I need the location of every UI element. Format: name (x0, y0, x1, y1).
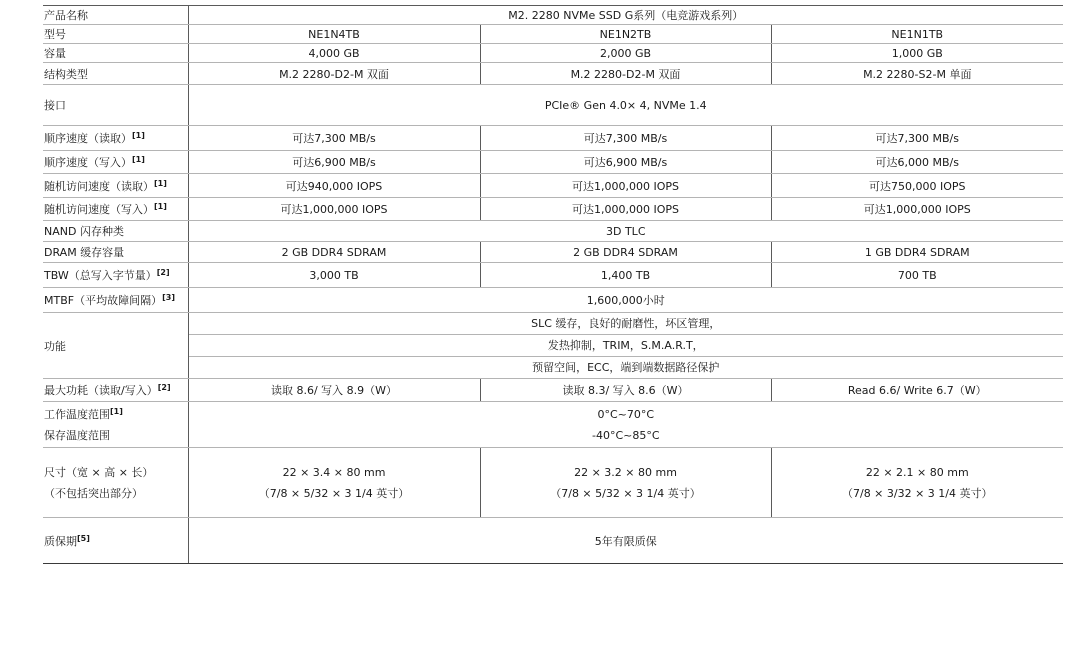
footnote-ref: [1] (132, 131, 145, 140)
label-seq-write: 顺序速度（写入）[1] (43, 151, 188, 174)
features-line-3: 预留空间，ECC，端到端数据路径保护 (189, 356, 1064, 378)
value-nand: 3D TLC (188, 221, 1063, 242)
label-form-factor: 结构类型 (43, 63, 188, 85)
footnote-ref: [2] (156, 268, 170, 277)
label-nand: NAND 闪存种类 (43, 221, 188, 242)
label-product-name: 产品名称 (43, 6, 188, 25)
footnote-ref: [1] (132, 155, 145, 164)
label-dimensions-line2: （不包括突出部分） (44, 486, 143, 500)
label-temperature (43, 402, 188, 448)
label-storage-temp: 保存温度范围 (44, 428, 110, 442)
row-features (43, 313, 1063, 379)
value-storage-temp: -40°C~85°C (591, 428, 660, 442)
power-1tb: Read 6.6/ Write 6.7（W） (771, 379, 1063, 402)
model-2tb: NE1N2TB (480, 25, 771, 44)
model-1tb: NE1N1TB (771, 25, 1063, 44)
dimensions-4tb (188, 448, 480, 518)
seq-write-1tb: 可达6,000 MB/s (771, 151, 1063, 174)
label-tbw: TBW（总写入字节量）[2] (43, 263, 188, 288)
row-rand-read (43, 174, 1063, 198)
row-tbw (43, 263, 1063, 288)
rand-write-2tb: 可达1,000,000 IOPS (480, 198, 771, 221)
seq-read-2tb: 可达7,300 MB/s (480, 126, 771, 151)
rand-write-4tb: 可达1,000,000 IOPS (188, 198, 480, 221)
spec-table (43, 5, 1063, 564)
dimensions-2tb-mm: 22 × 3.2 × 80 mm (574, 465, 677, 479)
footnote-ref: [1] (154, 202, 167, 211)
rand-read-2tb: 可达1,000,000 IOPS (480, 174, 771, 198)
row-seq-write (43, 151, 1063, 174)
model-4tb: NE1N4TB (188, 25, 480, 44)
row-warranty (43, 518, 1063, 564)
tbw-1tb: 700 TB (771, 263, 1063, 288)
form-factor-2tb: M.2 2280-D2-M 双面 (480, 63, 771, 85)
dimensions-1tb (771, 448, 1063, 518)
label-seq-read: 顺序速度（读取）[1] (43, 126, 188, 151)
label-warranty: 质保期[5] (43, 518, 188, 564)
footnote-ref: [1] (110, 406, 123, 416)
row-dram (43, 242, 1063, 263)
value-warranty: 5年有限质保 (188, 518, 1063, 564)
value-features (188, 313, 1063, 379)
features-line-2: 发热抑制，TRIM，S.M.A.R.T， (189, 334, 1064, 356)
rand-read-4tb: 可达940,000 IOPS (188, 174, 480, 198)
dimensions-1tb-mm: 22 × 2.1 × 80 mm (865, 465, 969, 479)
label-features: 功能 (43, 313, 188, 379)
seq-write-4tb: 可达6,900 MB/s (188, 151, 480, 174)
value-product-name: M2. 2280 NVMe SSD G系列（电竞游戏系列） (188, 6, 1063, 25)
row-capacity (43, 44, 1063, 63)
dimensions-4tb-inch: （7/8 × 5/32 × 3 1/4 英寸） (258, 486, 410, 500)
seq-write-2tb: 可达6,900 MB/s (480, 151, 771, 174)
seq-read-1tb: 可达7,300 MB/s (771, 126, 1063, 151)
value-interface: PCIe® Gen 4.0× 4, NVMe 1.4 (188, 85, 1063, 126)
power-2tb: 读取 8.3/ 写入 8.6（W） (480, 379, 771, 402)
rand-read-1tb: 可达750,000 IOPS (771, 174, 1063, 198)
dimensions-2tb (480, 448, 771, 518)
label-model: 型号 (43, 25, 188, 44)
footnote-ref: [3] (162, 293, 175, 302)
dimensions-4tb-mm: 22 × 3.4 × 80 mm (282, 465, 386, 479)
label-operating-temp: 工作温度范围[1] (44, 406, 123, 421)
row-model (43, 25, 1063, 44)
row-seq-read (43, 126, 1063, 151)
label-dimensions (43, 448, 188, 518)
row-mtbf (43, 288, 1063, 313)
label-capacity: 容量 (43, 44, 188, 63)
label-dram: DRAM 缓存容量 (43, 242, 188, 263)
value-temperature (188, 402, 1063, 448)
row-rand-write (43, 198, 1063, 221)
tbw-4tb: 3,000 TB (188, 263, 480, 288)
footnote-ref: [2] (157, 383, 171, 392)
seq-read-4tb: 可达7,300 MB/s (188, 126, 480, 151)
label-rand-write: 随机访问速度（写入）[1] (43, 198, 188, 221)
label-mtbf: MTBF（平均故障间隔）[3] (43, 288, 188, 313)
power-4tb: 读取 8.6/ 写入 8.9（W） (188, 379, 480, 402)
row-interface (43, 85, 1063, 126)
value-operating-temp: 0°C~70°C (597, 407, 655, 421)
label-interface: 接口 (43, 85, 188, 126)
footnote-ref: [5] (77, 533, 90, 543)
footnote-ref: [1] (154, 178, 167, 188)
row-dimensions (43, 448, 1063, 518)
capacity-4tb: 4,000 GB (188, 44, 480, 63)
rand-write-1tb: 可达1,000,000 IOPS (771, 198, 1063, 221)
capacity-1tb: 1,000 GB (771, 44, 1063, 63)
dram-4tb: 2 GB DDR4 SDRAM (188, 242, 480, 263)
row-temperature (43, 402, 1063, 448)
form-factor-4tb: M.2 2280-D2-M 双面 (188, 63, 480, 85)
dimensions-1tb-inch: （7/8 × 3/32 × 3 1/4 英寸） (841, 486, 993, 500)
dram-1tb: 1 GB DDR4 SDRAM (771, 242, 1063, 263)
label-rand-read: 随机访问速度（读取）[1] (43, 174, 188, 198)
row-power (43, 379, 1063, 402)
row-nand (43, 221, 1063, 242)
tbw-2tb: 1,400 TB (480, 263, 771, 288)
row-product-name (43, 6, 1063, 25)
label-dimensions-line1: 尺寸（宽 × 高 × 长） (44, 465, 154, 479)
label-power: 最大功耗（读取/写入）[2] (43, 379, 188, 402)
dram-2tb: 2 GB DDR4 SDRAM (480, 242, 771, 263)
dimensions-2tb-inch: （7/8 × 5/32 × 3 1/4 英寸） (550, 486, 701, 500)
capacity-2tb: 2,000 GB (480, 44, 771, 63)
row-form-factor (43, 63, 1063, 85)
value-mtbf: 1,600,000小时 (188, 288, 1063, 313)
features-line-1: SLC 缓存，良好的耐磨性，坏区管理， (531, 317, 721, 330)
form-factor-1tb: M.2 2280-S2-M 单面 (771, 63, 1063, 85)
